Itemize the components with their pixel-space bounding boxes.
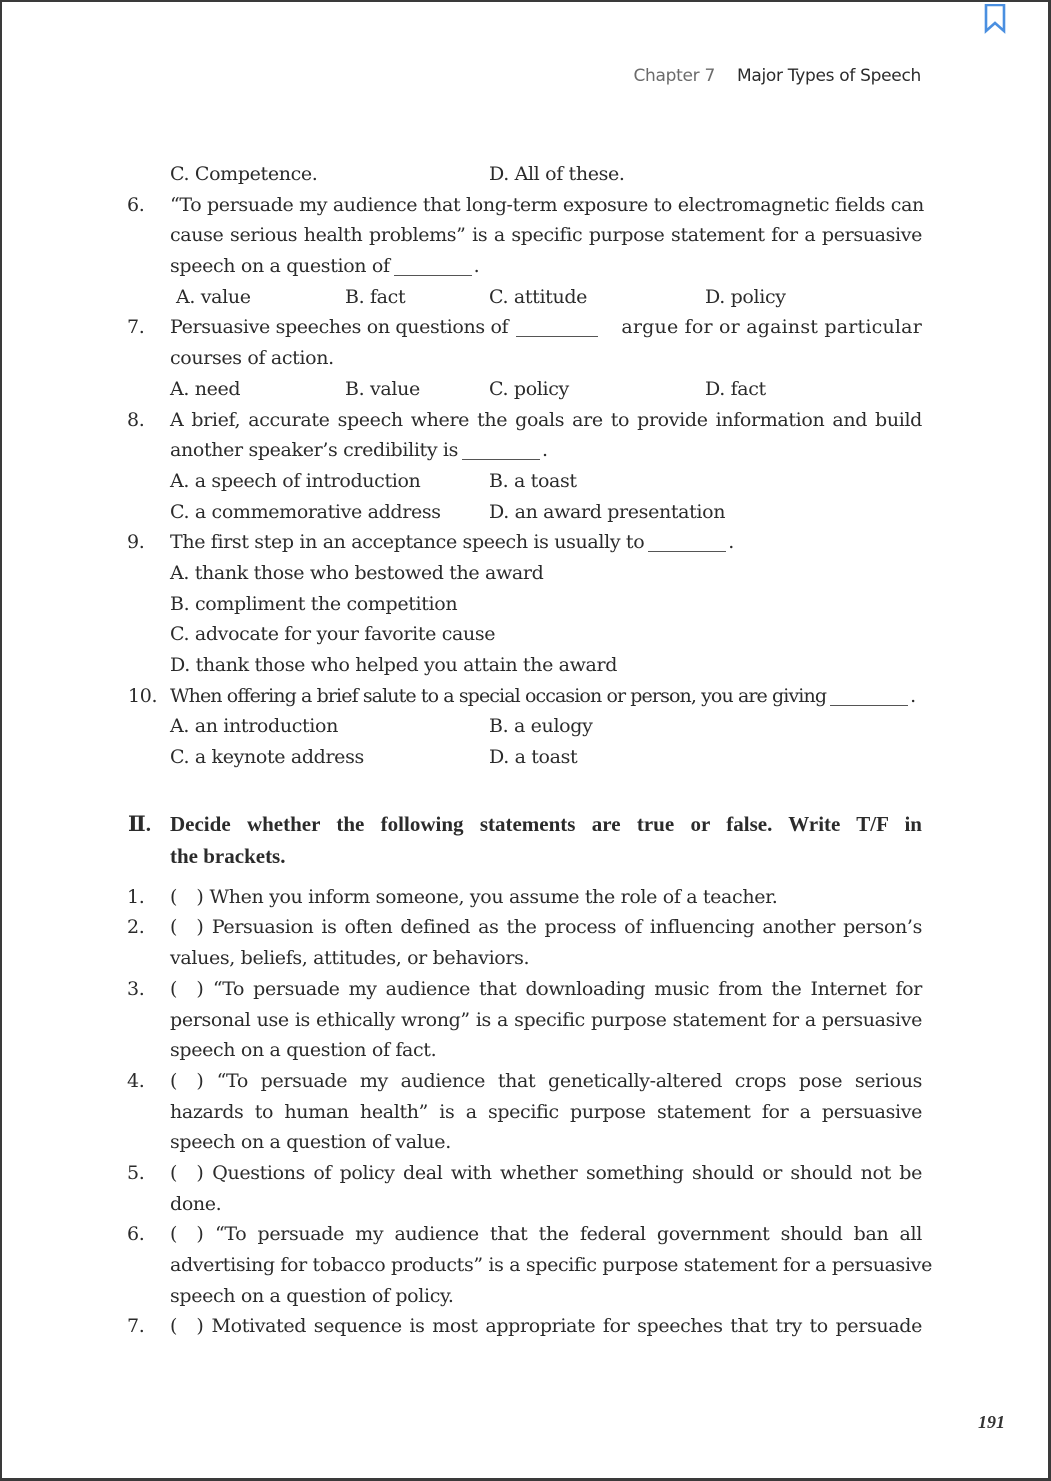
option-row xyxy=(2,282,1048,313)
item-number: 7. xyxy=(127,1315,145,1338)
item-number: 6. xyxy=(127,1223,145,1246)
option-d: D. a toast xyxy=(489,746,578,769)
option-c: C. Competence. xyxy=(170,163,318,185)
statement-text: Questions of policy deal with whether something should or should not be xyxy=(212,1161,922,1184)
question-text: When offering a brief salute to a special occasion or person, you are giving xyxy=(170,684,827,707)
question-number: 6. xyxy=(127,193,145,216)
option-d: D. thank those who helped you attain the award xyxy=(170,654,618,676)
option-d: D. fact xyxy=(705,377,766,400)
option-row xyxy=(2,497,1048,528)
question-text: Persuasive speeches on questions of xyxy=(170,316,509,339)
question-text: The first step in an acceptance speech is usually to xyxy=(170,531,645,554)
question-text: argue for or against particular xyxy=(621,316,922,339)
statement-text: advertising for tobacco products” is a specific purpose statement for a persuasive xyxy=(170,1254,932,1276)
option-c: C. attitude xyxy=(489,285,588,308)
statement-text: Motivated sequence is most appropriate for speeches that try to persuade xyxy=(211,1315,922,1338)
running-header xyxy=(633,66,921,86)
answer-blank xyxy=(462,458,540,460)
option-d: D. All of these. xyxy=(489,163,625,185)
statement-text: speech on a question of policy. xyxy=(170,1284,454,1307)
question-9: 9. The first step in an acceptance speech is usually to . A. thank those who bestowed the award B. compliment the competition C. advocate for your favorite cause D. thank those who helped you attain the award xyxy=(2,527,1048,680)
option-b: B. a eulogy xyxy=(489,715,593,738)
chapter-label: Chapter 7 xyxy=(633,66,715,86)
statement-text: personal use is ethically wrong” is a specific purpose statement for a persuasive xyxy=(170,1008,922,1031)
option-a: A. thank those who bestowed the award xyxy=(170,561,544,584)
option-b: B. value xyxy=(345,377,420,400)
answer-bracket[interactable]: ( ) xyxy=(170,977,204,1000)
item-number: 4. xyxy=(127,1069,145,1092)
option-c: C. a keynote address xyxy=(170,746,364,769)
statement-text: values, beliefs, attitudes, or behaviors. xyxy=(170,947,530,970)
question-text: speech on a question of xyxy=(170,255,390,278)
question-number: 10. xyxy=(128,684,158,707)
option-row xyxy=(2,711,1048,742)
question-6: 6. “To persuade my audience that long-term exposure to electromagnetic fields can cause serious health problems” is a specific purpose statement for a persuasive speech on a question of . A. value B. fact C. attitude D. policy xyxy=(2,190,1048,313)
answer-bracket[interactable]: ( ) xyxy=(170,1223,204,1246)
section-heading xyxy=(2,808,1048,872)
statement-text: “To persuade my audience that genetically-altered crops pose serious xyxy=(216,1069,922,1092)
section-numeral: Ⅱ. xyxy=(128,811,151,836)
statement-text: speech on a question of fact. xyxy=(170,1039,437,1062)
option-b: B. fact xyxy=(345,285,406,308)
question-text: “To persuade my audience that long-term exposure to electromagnetic fields can xyxy=(170,193,924,216)
tf-item-7 xyxy=(2,1311,1048,1342)
question-8: 8. A brief, accurate speech where the goals are to provide information and build another speaker’s credibility is . A. a speech of introduction B. a toast C. a commemorative address D. an award presentation xyxy=(2,405,1048,528)
bookmark-icon[interactable] xyxy=(983,4,1007,34)
tf-item-2 xyxy=(2,912,1048,973)
item-number: 5. xyxy=(127,1161,145,1184)
option-b: B. compliment the competition xyxy=(170,592,458,615)
option-b: B. a toast xyxy=(489,469,577,492)
section-instruction: Decide whether the following statements are true or false. Write T/F in xyxy=(170,811,922,836)
statement-text: hazards to human health” is a specific purpose statement for a persuasive xyxy=(170,1100,922,1123)
question-text: cause serious health problems” is a specific purpose statement for a persuasive xyxy=(170,224,922,247)
option-a: A. a speech of introduction xyxy=(170,469,421,492)
answer-bracket[interactable]: ( ) xyxy=(170,1069,204,1092)
tf-item-1 xyxy=(2,882,1048,913)
page-number: 191 xyxy=(978,1412,1005,1432)
section-instruction: the brackets. xyxy=(170,843,286,868)
answer-bracket[interactable]: ( ) xyxy=(170,1315,204,1338)
answer-bracket[interactable]: ( ) xyxy=(170,916,204,939)
answer-blank xyxy=(648,550,726,552)
answer-bracket[interactable]: ( ) xyxy=(170,1161,204,1184)
question-7 xyxy=(2,312,1048,404)
option-d: D. policy xyxy=(705,285,786,308)
question-number: 9. xyxy=(127,531,145,554)
tf-item-4 xyxy=(2,1066,1048,1158)
statement-text: speech on a question of value. xyxy=(170,1131,451,1154)
item-number: 3. xyxy=(127,977,145,1000)
option-d: D. an award presentation xyxy=(489,500,726,523)
statement-text: “To persuade my audience that the federal government should ban all xyxy=(215,1223,922,1246)
question-text: courses of action. xyxy=(170,347,334,370)
tf-item-5 xyxy=(2,1158,1048,1219)
option-c: C. advocate for your favorite cause xyxy=(170,623,496,646)
option-a: A. value xyxy=(176,285,251,308)
answer-blank xyxy=(516,335,598,337)
option-row xyxy=(2,742,1048,773)
statement-text: done. xyxy=(170,1192,222,1215)
option-c: C. a commemorative address xyxy=(170,500,441,523)
question-text: A brief, accurate speech where the goals are to provide information and build xyxy=(170,408,922,431)
chapter-title: Major Types of Speech xyxy=(736,66,921,86)
statement-text: Persuasion is often defined as the process of influencing another person’s xyxy=(211,916,923,939)
answer-bracket[interactable]: ( ) xyxy=(170,885,204,908)
answer-blank xyxy=(830,704,908,706)
statement-text: “To persuade my audience that downloading music from the Internet for xyxy=(212,977,922,1000)
question-text: another speaker’s credibility is xyxy=(170,439,459,462)
option-a: A. need xyxy=(170,377,241,400)
option-row xyxy=(2,466,1048,497)
item-number: 1. xyxy=(127,885,145,908)
option-row xyxy=(2,159,1048,190)
question-10: 10. When offering a brief salute to a special occasion or person, you are giving . A. an introduction B. a eulogy C. a keynote address D. a toast xyxy=(2,681,1048,773)
item-number: 2. xyxy=(127,916,145,939)
question-number: 8. xyxy=(127,408,145,431)
answer-blank xyxy=(394,274,472,276)
document-page xyxy=(2,2,1048,1478)
option-a: A. an introduction xyxy=(170,715,339,738)
statement-text: When you inform someone, you assume the role of a teacher. xyxy=(209,885,778,908)
question-number: 7. xyxy=(127,316,145,339)
tf-item-6 xyxy=(2,1219,1048,1311)
option-row xyxy=(2,374,1048,405)
exercise-content xyxy=(2,159,1048,1342)
option-c: C. policy xyxy=(489,377,569,400)
tf-item-3 xyxy=(2,974,1048,1066)
